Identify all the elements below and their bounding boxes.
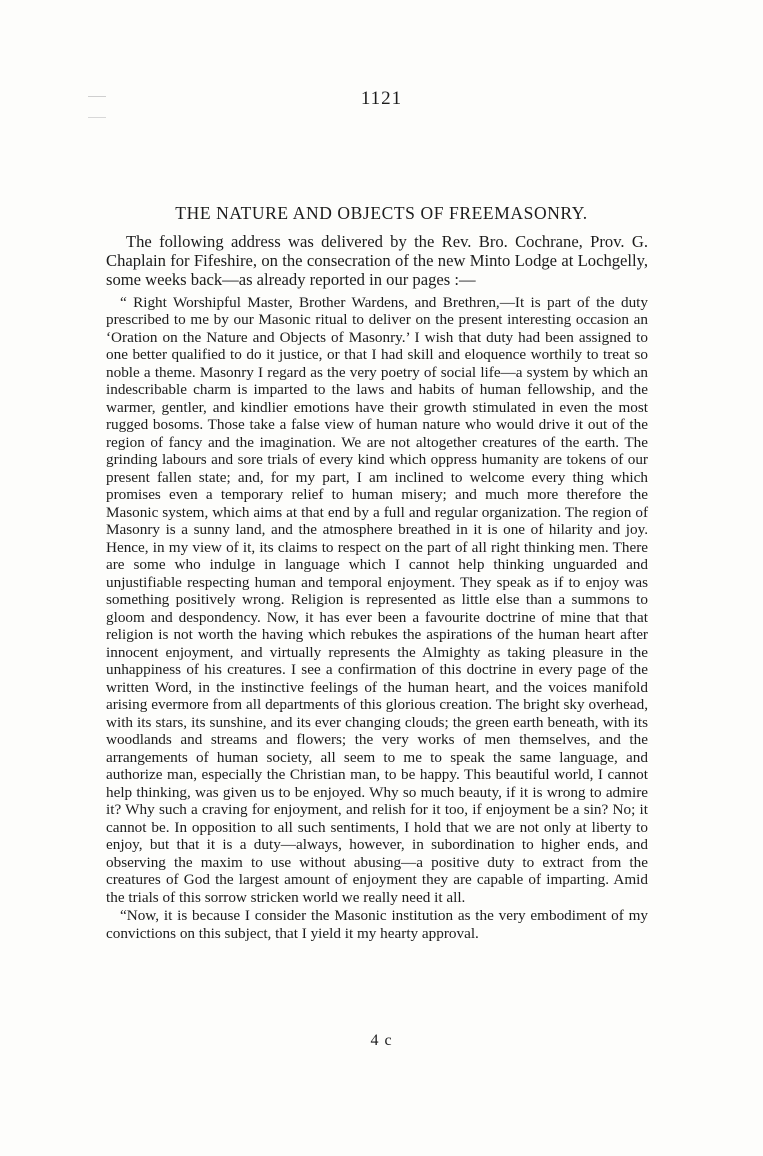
page-number: 1121: [360, 88, 403, 109]
article-body: [106, 232, 648, 942]
article-title: THE NATURE AND OBJECTS OF FREEMASONRY.: [175, 203, 588, 223]
intro-paragraph: The following address was delivered by the Rev. Bro. Cochrane, Prov. G. Chaplain for Fifeshire, on the consecration of the new Minto Lodge at Lochgelly, some weeks back—as already reported in our pages :—: [106, 232, 648, 290]
oration-paragraph-1: “ Right Worshipful Master, Brother Wardens, and Brethren,—It is part of the duty prescribed to me by our Masonic ritual to deliver on the present interesting occasion an ‘Oration on the Nature and Objects of Masonry.’ I wish that duty had been assigned to one better qualified to do it justice, or that I had skill and eloquence worthily to treat so noble a theme. Masonry I regard as the very poetry of social life—a system by which an indescribable charm is imparted to the laws and habits of human fellowship, and the warmer, gentler, and kindlier emotions have their growth stimulated in even the most rugged bosoms. Those take a false view of human nature who would drive it out of the region of fancy and the imagination. We are not altogether creatures of the earth. The grinding labours and sore trials of every kind which oppress humanity are tokens of our present fallen state; and, for my part, I am inclined to welcome every thing which promises even a temporary relief to human misery; and much more therefore the Masonic system, which aims at that end by a full and regular organization. The region of Masonry is a sunny land, and the atmosphere breathed in it is one of hilarity and joy. Hence, in my view of it, its claims to respect on the part of all right thinking men. There are some who indulge in language which I cannot help thinking unguarded and unjustifiable respecting human and temporal enjoyment. They speak as if to enjoy was something positively wrong. Religion is represented as little else than a summons to gloom and despondency. Now, it has ever been a favourite doctrine of mine that that religion is not worth the having which rebukes the aspirations of the human heart after innocent enjoyment, and virtually represents the Almighty as taking pleasure in the unhappiness of his creatures. I see a confirmation of this doctrine in every page of the written Word, in the instinctive feelings of the human heart, and the voices manifold arising evermore from all departments of this glorious creation. The bright sky overhead, with its stars, its sunshine, and its ever changing clouds; the green earth beneath, with its woodlands and streams and flowers; the very works of men themselves, and the arrangements of human society, all seem to me to speak the same language, and authorize man, especially the Christian man, to be happy. This beautiful world, I cannot help thinking, was given us to be enjoyed. Why so much beauty, if it is wrong to admire it? Why such a craving for enjoyment, and relish for it too, if enjoyment be a sin? No; it cannot be. In opposition to all such sentiments, I hold that we are not only at liberty to enjoy, but that it is a duty—always, however, in subordination to higher ends, and observing the maxim to use without abusing—a positive duty to extract from the creatures of God the largest amount of enjoyment they are capable of imparting. Amid the trials of this sorrow stricken world we really need it all.: [106, 293, 648, 906]
margin-mark: [88, 96, 106, 118]
oration-paragraph-2: “Now, it is because I consider the Masonic institution as the very embodiment of my convictions on this subject, that I yield it my hearty approval.: [106, 907, 648, 942]
signature-mark: 4 c: [370, 1032, 393, 1049]
